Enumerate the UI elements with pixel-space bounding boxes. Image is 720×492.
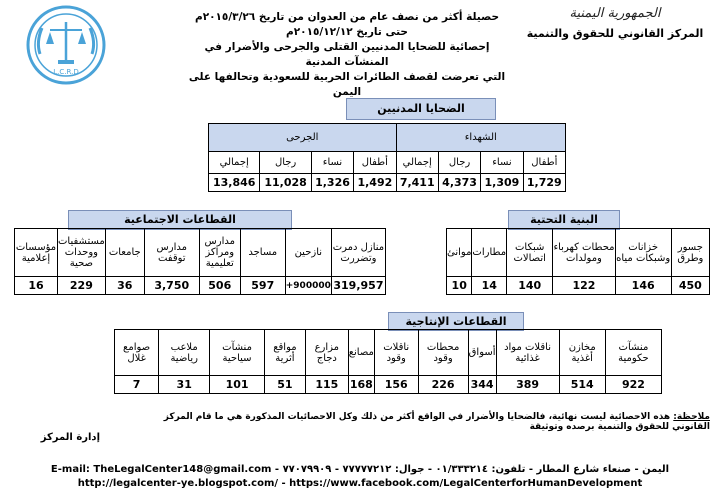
martyrs-label: الشهداء [396,124,565,152]
injured-value: 1,492 [354,174,396,192]
productive-value: 51 [264,376,305,394]
title-line-2: إحصائية للضحايا المدنيين القتلى والجرحى والأضرار في المنشآت المدنية [204,41,490,68]
footer-links: http://legalcenter-ye.blogspot.com/ - https://www.facebook.com/LegalCenterforHumanDevelopment [77,478,643,489]
productive-title: القطاعات الإنتاجية [388,312,524,331]
social-col: منازل دمرت وتضررت [331,229,385,277]
infra-value: 122 [553,277,615,295]
note [150,412,710,432]
social-value: 506 [199,277,240,295]
org-name: المركز القانوني للحقوق والتنمية [526,27,704,40]
note-text: هذه الاحصائية ليست نهائية، فالضحايا والأضرار في الواقع أكثر من ذلك وكل الاحصائيات المذكورة هي ما قام المركز القانوني للحقوق والتنمية برصده وتوثيقة [163,412,710,432]
productive-value: 31 [159,376,210,394]
infrastructure-table [446,228,710,295]
organization-block [520,6,710,40]
productive-col: أسواق [468,330,496,376]
martyrs-value: 7,411 [396,174,438,192]
injured-col: إجمالي [209,152,260,174]
productive-value: 922 [605,376,661,394]
social-title: القطاعات الاجتماعية [68,210,292,230]
infra-col: محطات كهرباء ومولدات [553,229,615,277]
infrastructure-title: البنية التحتية [508,210,620,230]
civilians-title: الضحايا المدنيين [346,98,496,120]
productive-col: مواقع أثرية [264,330,305,376]
infra-col: مطارات [472,229,507,277]
social-table [14,228,386,295]
social-col: مدارس ومراكز تعليمية [199,229,240,277]
infra-value: 146 [615,277,671,295]
infra-value: 14 [472,277,507,295]
infra-value: 10 [447,277,472,295]
infra-col: شبكات اتصالات [507,229,553,277]
productive-value: 514 [559,376,605,394]
infra-value: 450 [671,277,709,295]
productive-value: 101 [210,376,265,394]
productive-col: منشآت سياحية [210,330,265,376]
productive-value: 7 [115,376,159,394]
productive-value: 226 [418,376,468,394]
injured-value: 1,326 [311,174,353,192]
social-value: 229 [58,277,106,295]
social-value: 319,957 [331,277,385,295]
note-label: ملاحظة: [673,412,710,422]
injured-col: أطفال [354,152,396,174]
title-line-1: حصيلة أكثر من نصف عام من العدوان من تاريخ ٢٠١٥/٣/٢٦م حتى تاريخ ٢٠١٥/١٢/١٢م [194,11,500,38]
svg-text:L.C.R.D: L.C.R.D [53,68,79,76]
social-col: مؤسسات إعلامية [15,229,58,277]
social-col: مساجد [240,229,285,277]
infra-col: خزانات وشبكات مياه [615,229,671,277]
productive-col: ناقلات مواد غذائية [496,330,559,376]
martyrs-value: 1,729 [523,174,565,192]
productive-col: مصانع [348,330,374,376]
productive-col: مخازن أغذية [559,330,605,376]
infra-col: جسور وطرق [671,229,709,277]
productive-value: 156 [374,376,418,394]
martyrs-col: رجال [438,152,480,174]
productive-col: ملاعب رياضية [159,330,210,376]
social-value: 36 [105,277,144,295]
social-value: 16 [15,277,58,295]
productive-col: ناقلات وقود [374,330,418,376]
social-col: مدارس توقفت [144,229,199,277]
martyrs-col: إجمالي [396,152,438,174]
social-col: جامعات [105,229,144,277]
social-value: 3,750 [144,277,199,295]
infra-value: 140 [507,277,553,295]
social-col: مستشفيات ووحدات صحية [58,229,106,277]
martyrs-col: أطفال [523,152,565,174]
productive-col: صوامع غلال [115,330,159,376]
republic-label: الجمهورية اليمنية [569,6,661,21]
productive-value: 168 [348,376,374,394]
title-line-3: التي تعرضت لقصف الطائرات الحربية للسعودية وتحالفها على اليمن [188,71,506,98]
center-logo [22,4,110,86]
martyrs-value: 4,373 [438,174,480,192]
martyrs-col: نساء [481,152,523,174]
productive-col: محطات وقود [418,330,468,376]
social-col: نازحين [285,229,331,277]
footer-contact: اليمن - صنعاء شارع المطار - تلفون: ٠١/٣٣٣٢١٤ - جوال: ٧٧٧٧٧٢١٢ - ٧٧٠٧٩٩٠٩ - E-mail: TheLegalCenter148@gmail.com [50,464,670,475]
productive-col: مزارع دجاج [305,330,348,376]
injured-value: 13,846 [209,174,260,192]
martyrs-value: 1,309 [481,174,523,192]
report-title [182,10,512,100]
injured-label: الجرحى [209,124,397,152]
productive-col: منشآت حكومية [605,330,661,376]
management-signature: إدارة المركز [40,432,100,443]
productive-value: 115 [305,376,348,394]
injured-value: 11,028 [260,174,311,192]
productive-value: 344 [468,376,496,394]
productive-value: 389 [496,376,559,394]
productive-table [114,329,662,394]
social-value: 900000+ [285,277,331,295]
social-value: 597 [240,277,285,295]
civilians-table [208,123,566,192]
infra-col: موانئ [447,229,472,277]
injured-col: نساء [311,152,353,174]
injured-col: رجال [260,152,311,174]
